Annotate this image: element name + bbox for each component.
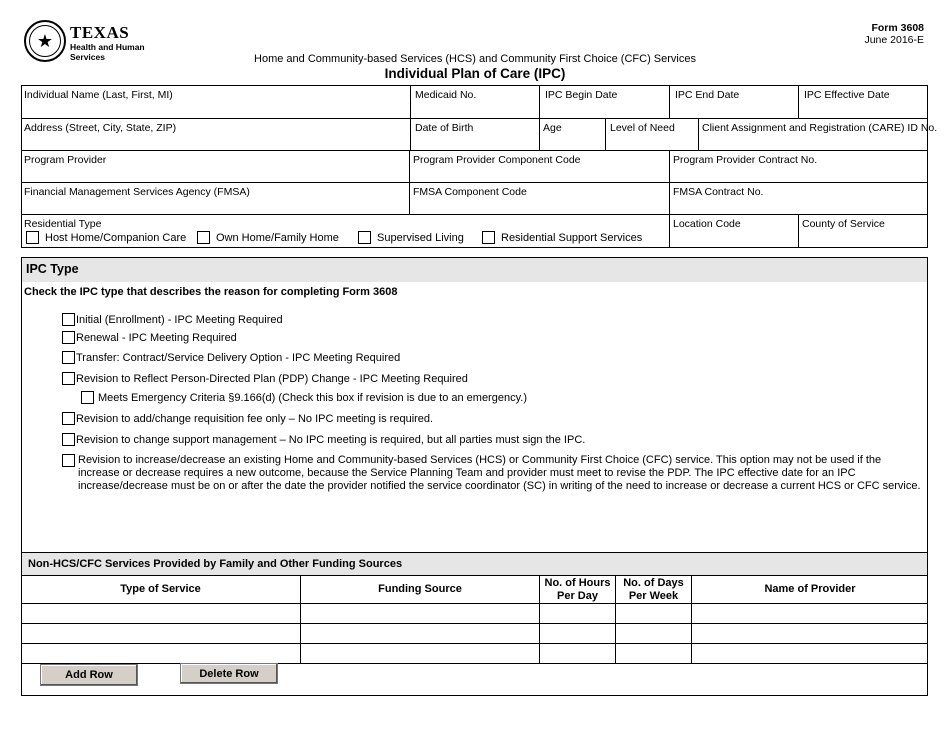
checkbox[interactable]: [62, 412, 75, 425]
add-row-button[interactable]: Add Row: [40, 664, 138, 686]
form-subtitle: Home and Community-based Services (HCS) and Community First Choice (CFC) Services: [254, 53, 696, 65]
ipc-option-emergency[interactable]: Meets Emergency Criteria §9.166(d) (Check this box if revision is due to an emergency.): [81, 391, 527, 404]
form-info: [864, 22, 924, 46]
fmsa-component-code-field[interactable]: FMSA Component Code: [413, 186, 527, 198]
residential-option-host-home[interactable]: Host Home/Companion Care: [26, 231, 186, 244]
ipc-effective-date-field[interactable]: IPC Effective Date: [804, 89, 890, 101]
table-row[interactable]: [22, 644, 927, 663]
form-title: Individual Plan of Care (IPC): [384, 66, 566, 81]
logo-text: TEXAS: [70, 23, 130, 42]
ipc-option-support-management[interactable]: Revision to change support management – No IPC meeting is required, but all parties must sign the IPC.: [62, 433, 585, 446]
residential-type-label: Residential Type: [24, 218, 102, 230]
non-hcs-heading: Non-HCS/CFC Services Provided by Family and Other Funding Sources: [22, 553, 927, 575]
fmsa-contract-no-field[interactable]: FMSA Contract No.: [673, 186, 764, 198]
checkbox[interactable]: [62, 372, 75, 385]
form-date: June 2016-E: [864, 34, 924, 46]
ipc-option-increase-decrease-label: Revision to increase/decrease an existing Home and Community-based Services (HCS) or Community First Choice (CFC) service. This option may not be used if the increase or decrease requires a new outcome, because the Service Planning Team and provider must meet to revise the PDP. The IPC effective date for an IPC increase/decrease must be on or after the date the provider notified the service coordinator (SC) in writing of the need to increase or decrease a current HCS or CFC service.: [78, 454, 921, 492]
checkbox[interactable]: [62, 331, 75, 344]
level-of-need-field[interactable]: Level of Need: [610, 122, 675, 134]
checkbox[interactable]: [197, 231, 210, 244]
residential-option-supervised-living[interactable]: Supervised Living: [358, 231, 464, 244]
care-id-field[interactable]: Client Assignment and Registration (CARE) ID No.: [702, 122, 938, 134]
date-of-birth-field[interactable]: Date of Birth: [415, 122, 474, 134]
texas-seal-icon: ★: [24, 20, 66, 62]
ipc-option-renewal[interactable]: Renewal - IPC Meeting Required: [62, 331, 237, 344]
program-provider-field[interactable]: Program Provider: [24, 154, 107, 166]
ipc-option-initial[interactable]: Initial (Enrollment) - IPC Meeting Required: [62, 313, 283, 326]
ipc-option-requisition-fee[interactable]: Revision to add/change requisition fee only – No IPC meeting is required.: [62, 412, 433, 425]
checkbox[interactable]: [482, 231, 495, 244]
age-field[interactable]: Age: [543, 122, 562, 134]
col-type-of-service: Type of Service: [120, 583, 201, 595]
location-code-field[interactable]: Location Code: [673, 218, 741, 230]
ipc-type-heading: IPC Type: [22, 258, 927, 282]
medicaid-no-field[interactable]: Medicaid No.: [415, 89, 477, 101]
address-field[interactable]: Address (Street, City, State, ZIP): [24, 122, 177, 134]
county-of-service-field[interactable]: County of Service: [802, 218, 885, 230]
checkbox[interactable]: [62, 433, 75, 446]
pp-component-code-field[interactable]: Program Provider Component Code: [413, 154, 581, 166]
ipc-option-increase-decrease-checkbox[interactable]: [62, 454, 75, 467]
checkbox[interactable]: [358, 231, 371, 244]
residential-option-own-home[interactable]: Own Home/Family Home: [197, 231, 339, 244]
ipc-end-date-field[interactable]: IPC End Date: [675, 89, 740, 101]
residential-option-residential-support[interactable]: Residential Support Services: [482, 231, 642, 244]
checkbox[interactable]: [26, 231, 39, 244]
pp-contract-no-field[interactable]: Program Provider Contract No.: [673, 154, 818, 166]
ipc-begin-date-field[interactable]: IPC Begin Date: [545, 89, 618, 101]
ipc-option-revision-pdp[interactable]: Revision to Reflect Person-Directed Plan (PDP) Change - IPC Meeting Required: [62, 372, 468, 385]
logo-subtext: Health and Human Services: [70, 42, 145, 62]
checkbox[interactable]: [62, 351, 75, 364]
delete-row-button[interactable]: Delete Row: [180, 663, 278, 684]
table-row[interactable]: [22, 604, 927, 623]
col-days-per-week: No. of Days Per Week: [623, 576, 684, 602]
col-funding-source: Funding Source: [378, 583, 462, 595]
individual-name-field[interactable]: Individual Name (Last, First, MI): [24, 89, 173, 101]
checkbox[interactable]: [81, 391, 94, 404]
fmsa-field[interactable]: Financial Management Services Agency (FMSA): [24, 186, 250, 198]
col-name-of-provider: Name of Provider: [764, 583, 856, 595]
ipc-type-instruction: Check the IPC type that describes the reason for completing Form 3608: [24, 286, 398, 298]
col-hours-per-day: No. of Hours Per Day: [544, 576, 611, 602]
checkbox[interactable]: [62, 313, 75, 326]
table-row[interactable]: [22, 624, 927, 643]
checkbox[interactable]: [62, 454, 75, 467]
form-number: Form 3608: [871, 22, 924, 34]
ipc-option-transfer[interactable]: Transfer: Contract/Service Delivery Option - IPC Meeting Required: [62, 351, 400, 364]
